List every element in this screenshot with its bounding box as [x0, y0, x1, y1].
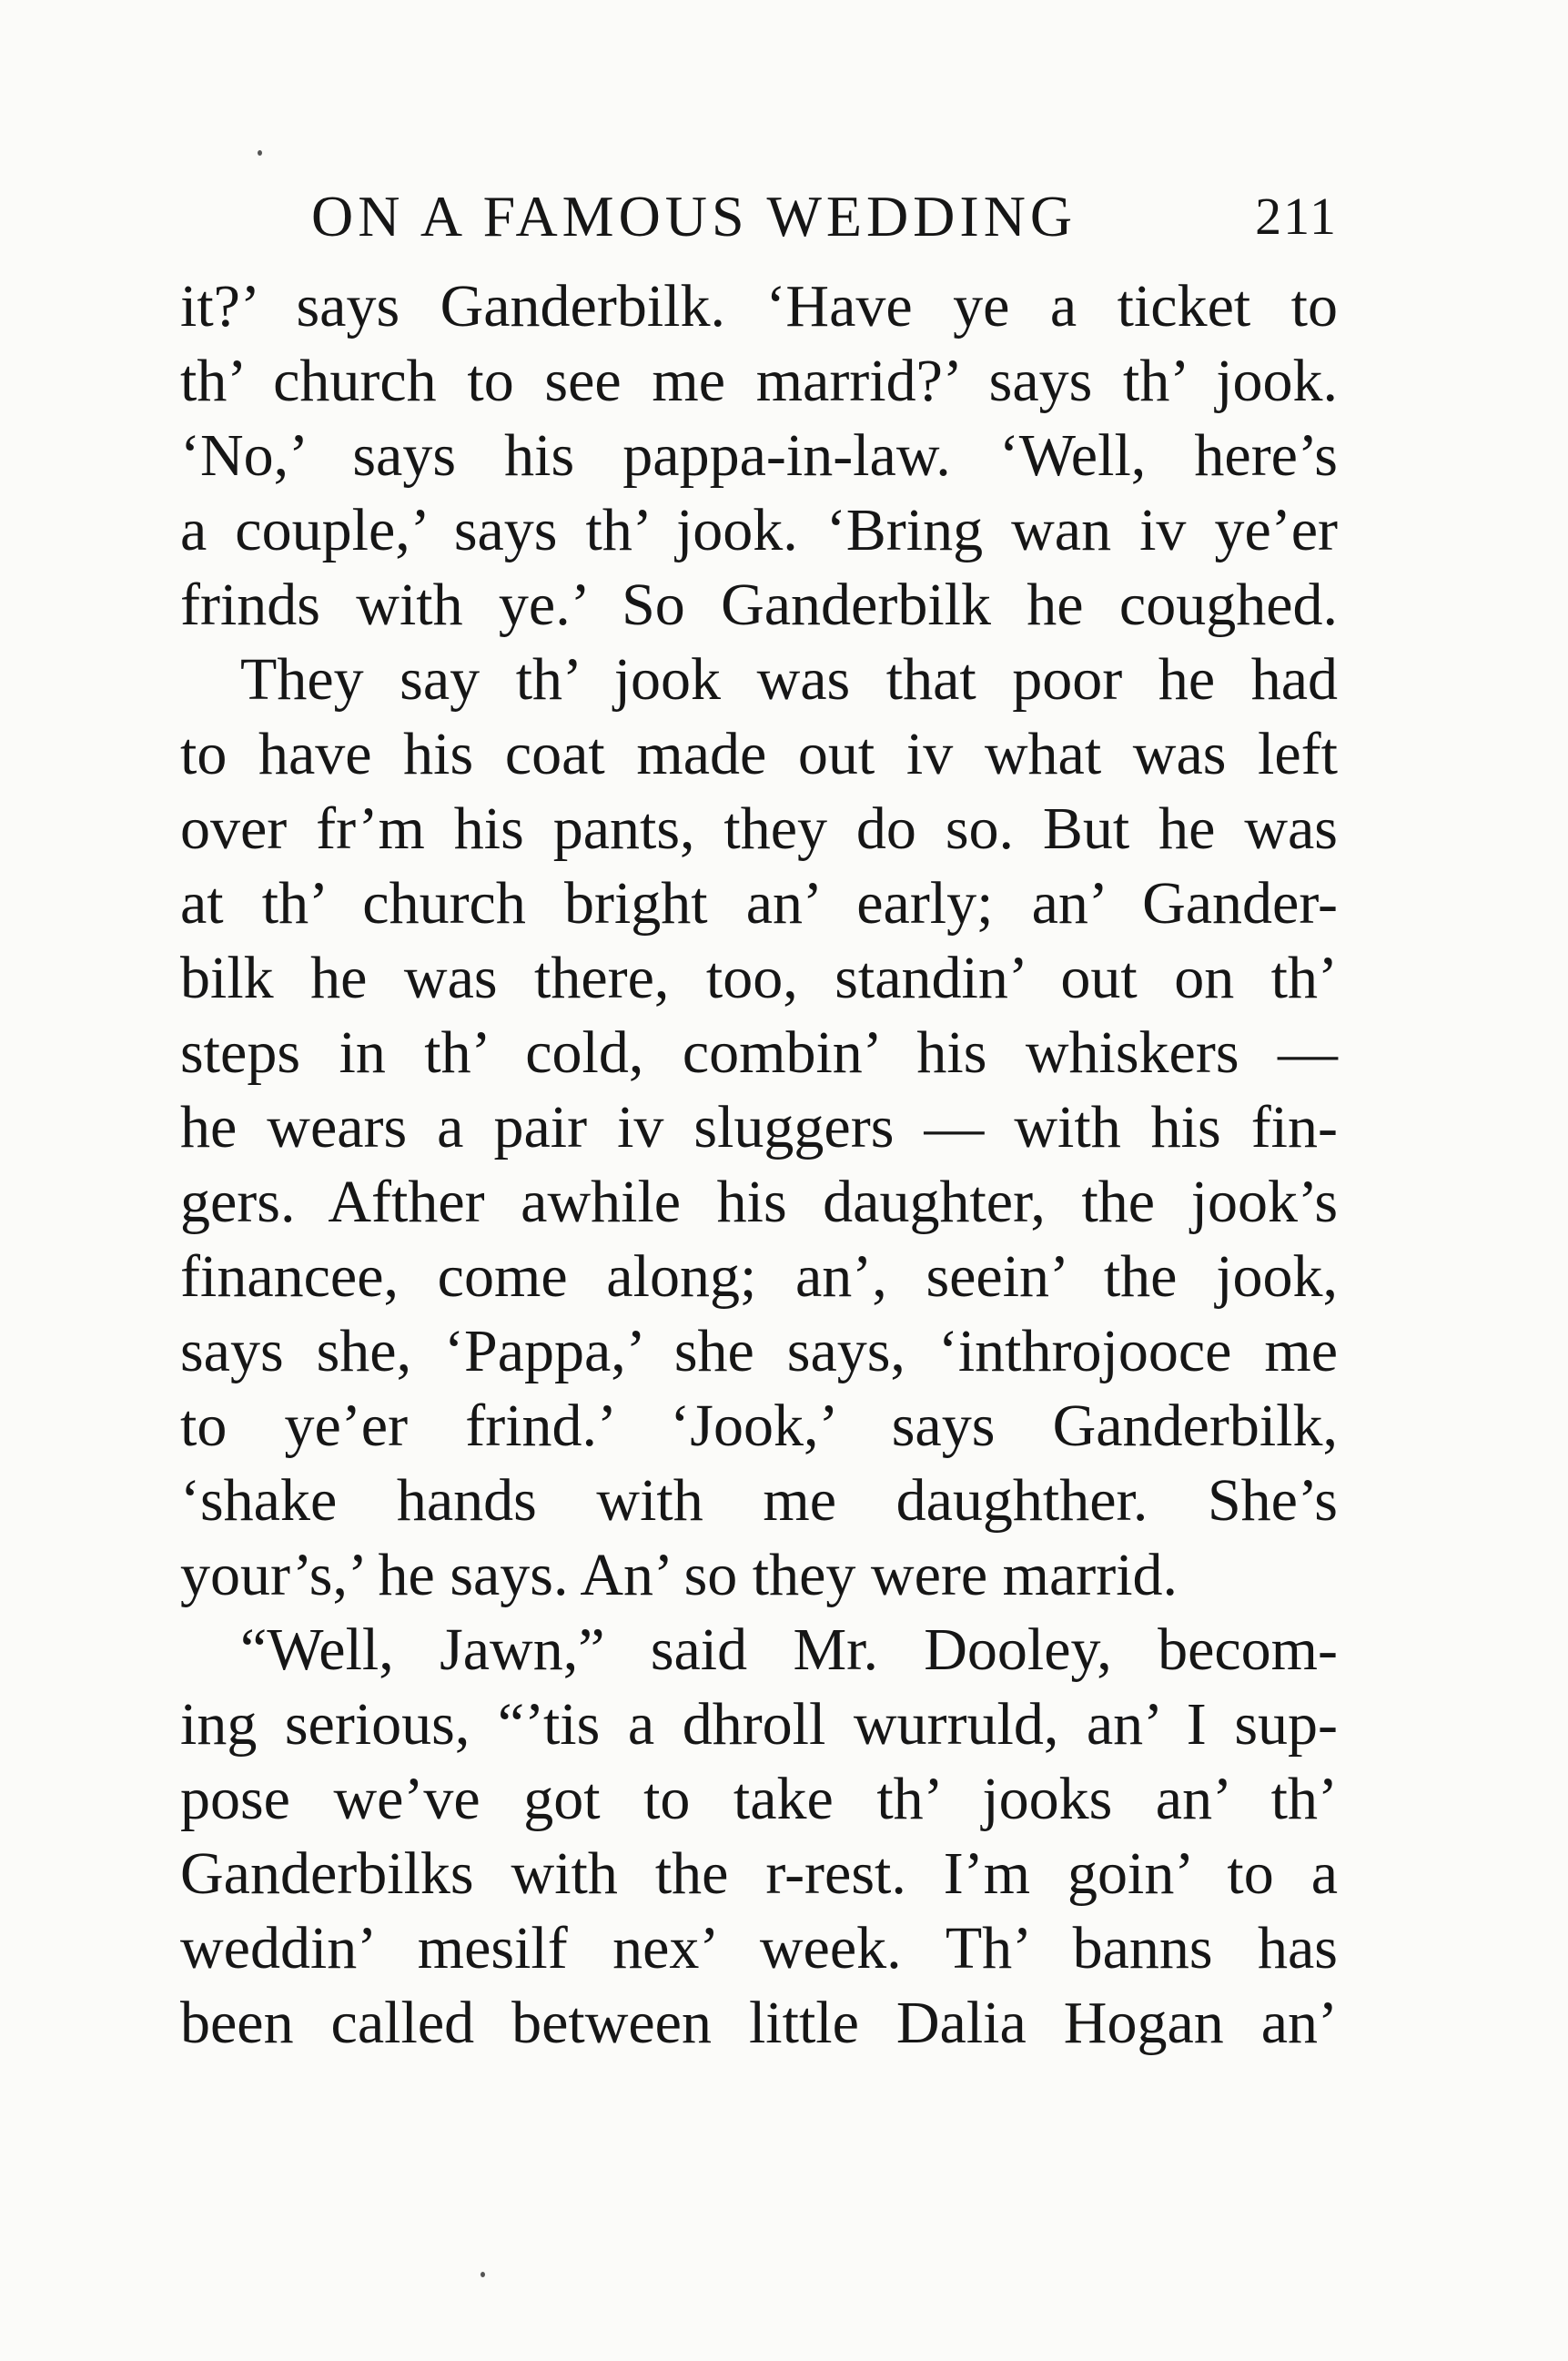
text-line: he wears a pair iv sluggers — with his fin-	[180, 1094, 1338, 1160]
text-line: ing serious, “’tis a dhroll wurruld, an’ I sup-	[180, 1691, 1338, 1758]
text-line: ‘No,’ says his pappa-in-law. ‘Well, here’s	[180, 422, 1338, 489]
body-text	[180, 269, 1338, 2061]
text-line: to have his coat made out iv what was left	[180, 721, 1338, 787]
text-line: your’s,’ he says. An’ so they were marrid.	[180, 1542, 1179, 1608]
text-line: steps in th’ cold, combin’ his whiskers —	[180, 1019, 1338, 1086]
text-line: been called between little Dalia Hogan an’	[180, 1990, 1338, 2056]
text-line: weddin’ mesilf nex’ week. Th’ banns has	[180, 1915, 1338, 1981]
text-line: says she, ‘Pappa,’ she says, ‘inthrojooce me	[180, 1318, 1338, 1384]
text-line: “Well, Jawn,” said Mr. Dooley, becom-	[240, 1616, 1338, 1683]
text-line: th’ church to see me marrid?’ says th’ jook.	[180, 348, 1338, 414]
text-line: frinds with ye.’ So Ganderbilk he coughed.	[180, 572, 1338, 638]
text-line: pose we’ve got to take th’ jooks an’ th’	[180, 1766, 1338, 1832]
paper-speck	[258, 150, 262, 156]
text-line: it?’ says Ganderbilk. ‘Have ye a ticket to	[180, 273, 1338, 339]
text-line: at th’ church bright an’ early; an’ Gander-	[180, 870, 1338, 937]
text-line: Ganderbilks with the r-rest. I’m goin’ to a	[180, 1840, 1338, 1907]
page-header	[180, 180, 1338, 253]
paper-speck	[481, 2272, 485, 2277]
page-number: 211	[1255, 187, 1338, 246]
text-line: ‘shake hands with me daughther. She’s	[180, 1467, 1338, 1534]
running-title: ON A FAMOUS WEDDING	[311, 184, 1077, 248]
text-line: a couple,’ says th’ jook. ‘Bring wan iv ye’er	[180, 497, 1338, 563]
text-line: financee, come along; an’, seein’ the jook,	[180, 1243, 1338, 1310]
text-line: bilk he was there, too, standin’ out on th’	[180, 945, 1338, 1011]
text-line: They say th’ jook was that poor he had	[240, 646, 1338, 713]
text-line: gers. Afther awhile his daughter, the jook’s	[180, 1169, 1338, 1235]
text-line: over fr’m his pants, they do so. But he was	[180, 795, 1338, 862]
text-line: to ye’er frind.’ ‘Jook,’ says Ganderbilk,	[180, 1393, 1338, 1459]
